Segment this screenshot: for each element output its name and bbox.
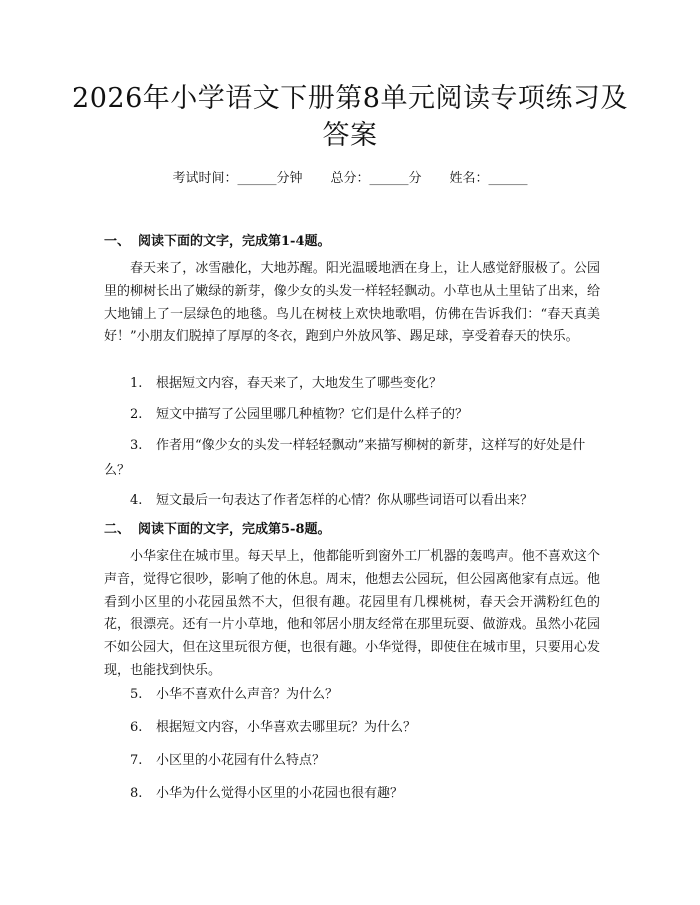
exam-meta [0, 170, 700, 188]
question-7 [104, 748, 600, 773]
section-2-heading-text: 阅读下面的文字，完成第5-8题。 [138, 522, 331, 537]
total-score-label: 总分：______分 [330, 171, 422, 186]
section-1-heading-text: 阅读下面的文字，完成第1-4题。 [138, 234, 331, 249]
question-3 [104, 433, 600, 483]
question-7-number: 7. [130, 753, 143, 768]
question-2-text: 短文中描写了公园里哪几种植物？它们是什么样子的？ [156, 407, 469, 422]
question-3-text: 作者用“像少女的头发一样轻轻飘动”来描写柳树的新芽，这样写的好处是什么？ [104, 438, 586, 478]
question-5-text: 小华不喜欢什么声音？为什么？ [156, 687, 339, 702]
section-1-heading [104, 233, 331, 251]
question-1 [104, 371, 600, 396]
question-7-text: 小区里的小花园有什么特点？ [156, 753, 326, 768]
question-6-number: 6. [130, 720, 143, 735]
section-2-heading [104, 521, 331, 539]
question-1-text: 根据短文内容，春天来了，大地发生了哪些变化？ [156, 376, 443, 391]
question-8-text: 小华为什么觉得小区里的小花园也很有趣？ [156, 786, 404, 801]
section-2-number: 二、 [104, 522, 131, 537]
exam-time-label: 考试时间：______分钟 [172, 171, 303, 186]
question-4-text: 短文最后一句表达了作者怎样的心情？你从哪些词语可以看出来？ [156, 493, 534, 508]
question-8-number: 8. [130, 786, 143, 801]
question-8 [104, 781, 600, 806]
question-2-number: 2. [130, 407, 143, 422]
section-1-passage: 春天来了，冰雪融化，大地苏醒。阳光温暖地洒在身上，让人感觉舒服极了。公园里的柳树长出了嫩绿的新芽，像少女的头发一样轻轻飘动。小草也从土里钻了出来，给大地铺上了一层绿色的地毯。鸟儿在树枝上欢快地歌唱，仿佛在告诉我们：“春天真美好！”小朋友们脱掉了厚厚的冬衣，跑到户外放风筝、踢足球，享受着春天的快乐。 [104, 261, 600, 345]
question-3-number: 3. [130, 438, 143, 453]
question-6 [104, 715, 600, 740]
question-4-number: 4. [130, 493, 143, 508]
question-2 [104, 402, 600, 427]
page-title: 2026年小学语文下册第8单元阅读专项练习及答案 [72, 83, 628, 151]
question-1-number: 1. [130, 376, 143, 391]
question-5 [104, 682, 600, 707]
question-6-text: 根据短文内容，小华喜欢去哪里玩？为什么？ [156, 720, 417, 735]
section-1-number: 一、 [104, 234, 131, 249]
section-2-passage: 小华家住在城市里。每天早上，他都能听到窗外工厂机器的轰鸣声。他不喜欢这个声音，觉得它很吵，影响了他的休息。周末，他想去公园玩，但公园离他家有点远。他看到小区里的小花园虽然不大，但很有趣。花园里有几棵桃树，春天会开满粉红色的花，很漂亮。还有一片小草地，他和邻居小朋友经常在那里玩耍、做游戏。虽然小花园不如公园大，但在这里玩很方便，也很有趣。小华觉得，即使住在城市里，只要用心发现，也能找到快乐。 [104, 549, 600, 678]
student-name-label: 姓名：______ [449, 171, 528, 186]
question-5-number: 5. [130, 687, 143, 702]
question-4 [104, 488, 600, 513]
